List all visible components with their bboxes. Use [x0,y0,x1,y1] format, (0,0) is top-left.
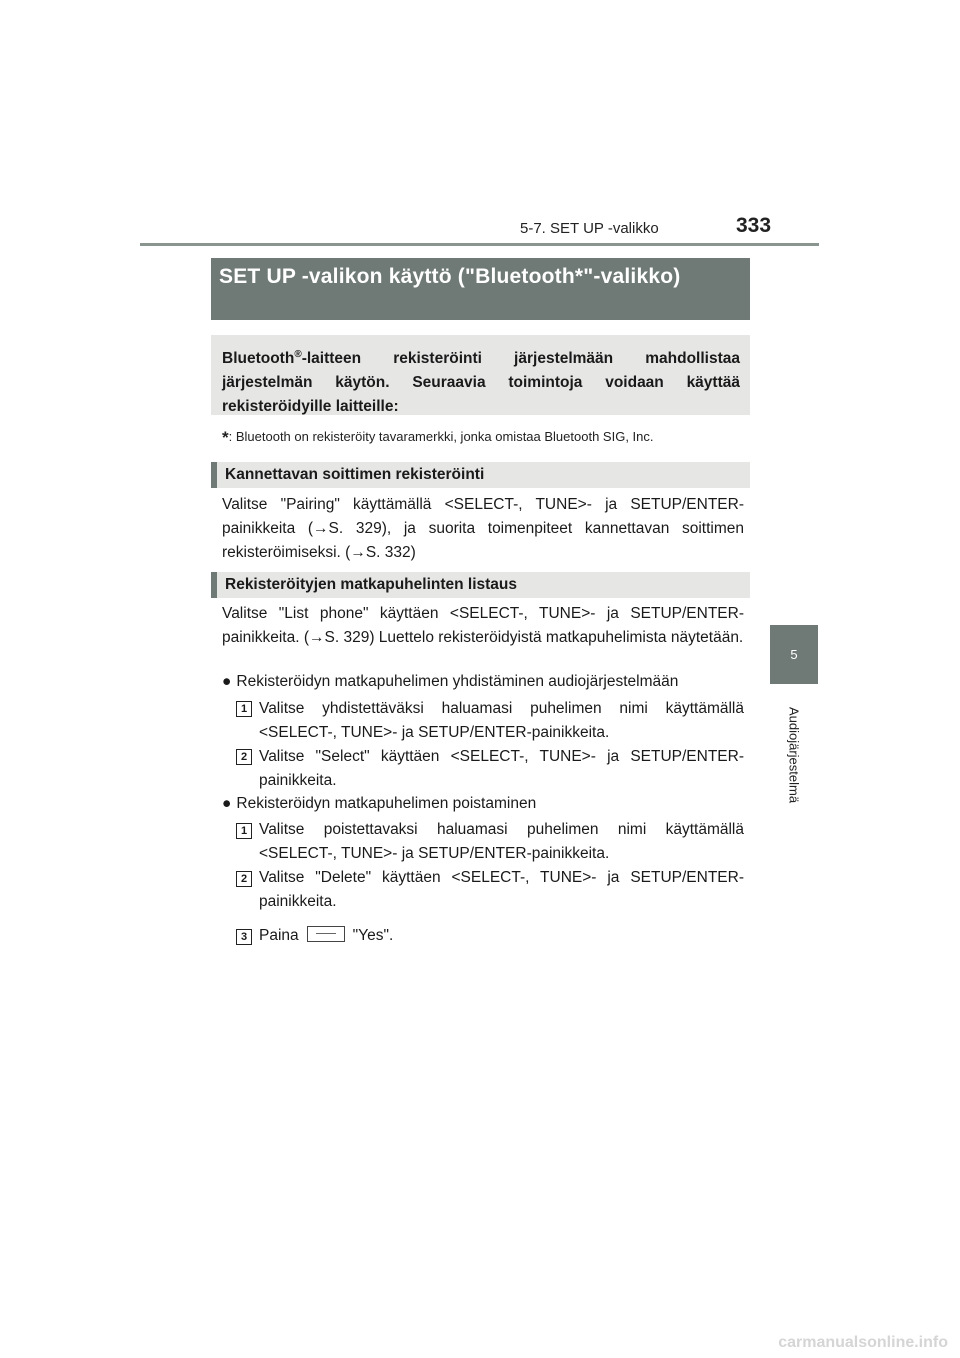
step-number: 2 [236,871,252,887]
header-divider [140,243,819,246]
intro-prefix: Bluetooth [222,350,295,368]
bullet-icon: ● [222,673,232,690]
step-text-after: "Yes". [352,927,394,944]
step-text: Valitse yhdistettäväksi haluamasi puhelimen nimi käyttämällä <SELECT-, TUNE>- ja SETUP/ENTER-painikkeita. [259,700,744,741]
button-icon [307,926,345,942]
list-phones-text: Valitse "List phone" käyttäen <SELECT-, TUNE>- ja SETUP/ENTER-painikkeita. (→S. 329) Luettelo rekisteröidyistä matkapuhelimista näytetään. [222,605,744,646]
chapter-number: 5 [790,647,798,662]
step-text-before: Paina [259,927,299,944]
watermark: carmanualsonline.info [778,1334,948,1351]
chapter-side-label [772,690,816,820]
step-text: Valitse "Select" käyttäen <SELECT-, TUNE>- ja SETUP/ENTER-painikkeita. [259,748,744,789]
page-title: SET UP -valikon käyttö ("Bluetooth*"-valikko) [211,258,750,320]
connect-phone-item [222,670,678,694]
chapter-tab [770,625,818,684]
page-number: 333 [736,214,772,237]
footnote [222,428,654,448]
step-text: Valitse poistettavaksi haluamasi puhelimen nimi käyttämällä <SELECT-, TUNE>- ja SETUP/ENTER-painikkeita. [259,821,744,862]
section-label: 5-7. SET UP -valikko [520,220,659,237]
step-number: 1 [236,823,252,839]
chapter-label: Audiojärjestelmä [786,706,802,804]
footnote-text: : Bluetooth on rekisteröity tavaramerkki, jonka omistaa Bluetooth SIG, Inc. [228,429,654,444]
heading-list-phones: Rekisteröityjen matkapuhelinten listaus [211,572,750,598]
intro-text: -laitteen rekisteröinti järjestelmään mahdollistaa järjestelmän käytön. Seuraavia toimintoja voidaan käyttää rekisteröidyille laitteille: [222,350,740,416]
step-number: 1 [236,701,252,717]
step-text: Valitse "Delete" käyttäen <SELECT-, TUNE>- ja SETUP/ENTER-painikkeita. [259,869,744,910]
delete-phone-item [222,792,536,816]
bullet-icon: ● [222,795,232,812]
connect-phone-title: Rekisteröidyn matkapuhelimen yhdistäminen audiojärjestelmään [236,673,679,690]
step-text [259,924,744,948]
heading-portable-player: Kannettavan soittimen rekisteröinti [211,462,750,488]
delete-phone-title: Rekisteröidyn matkapuhelimen poistaminen [236,795,537,812]
portable-player-text: Valitse "Pairing" käyttämällä <SELECT-, TUNE>- ja SETUP/ENTER-painikkeita (→S. 329), ja suorita toimenpiteet kannettavan soittimen rekisteröimiseksi. (→S. 332) [222,496,744,561]
registered-mark: ® [294,349,302,360]
step-number: 2 [236,749,252,765]
step-number: 3 [236,929,252,945]
intro-box [211,335,750,415]
footnote-marker: * [222,428,229,447]
